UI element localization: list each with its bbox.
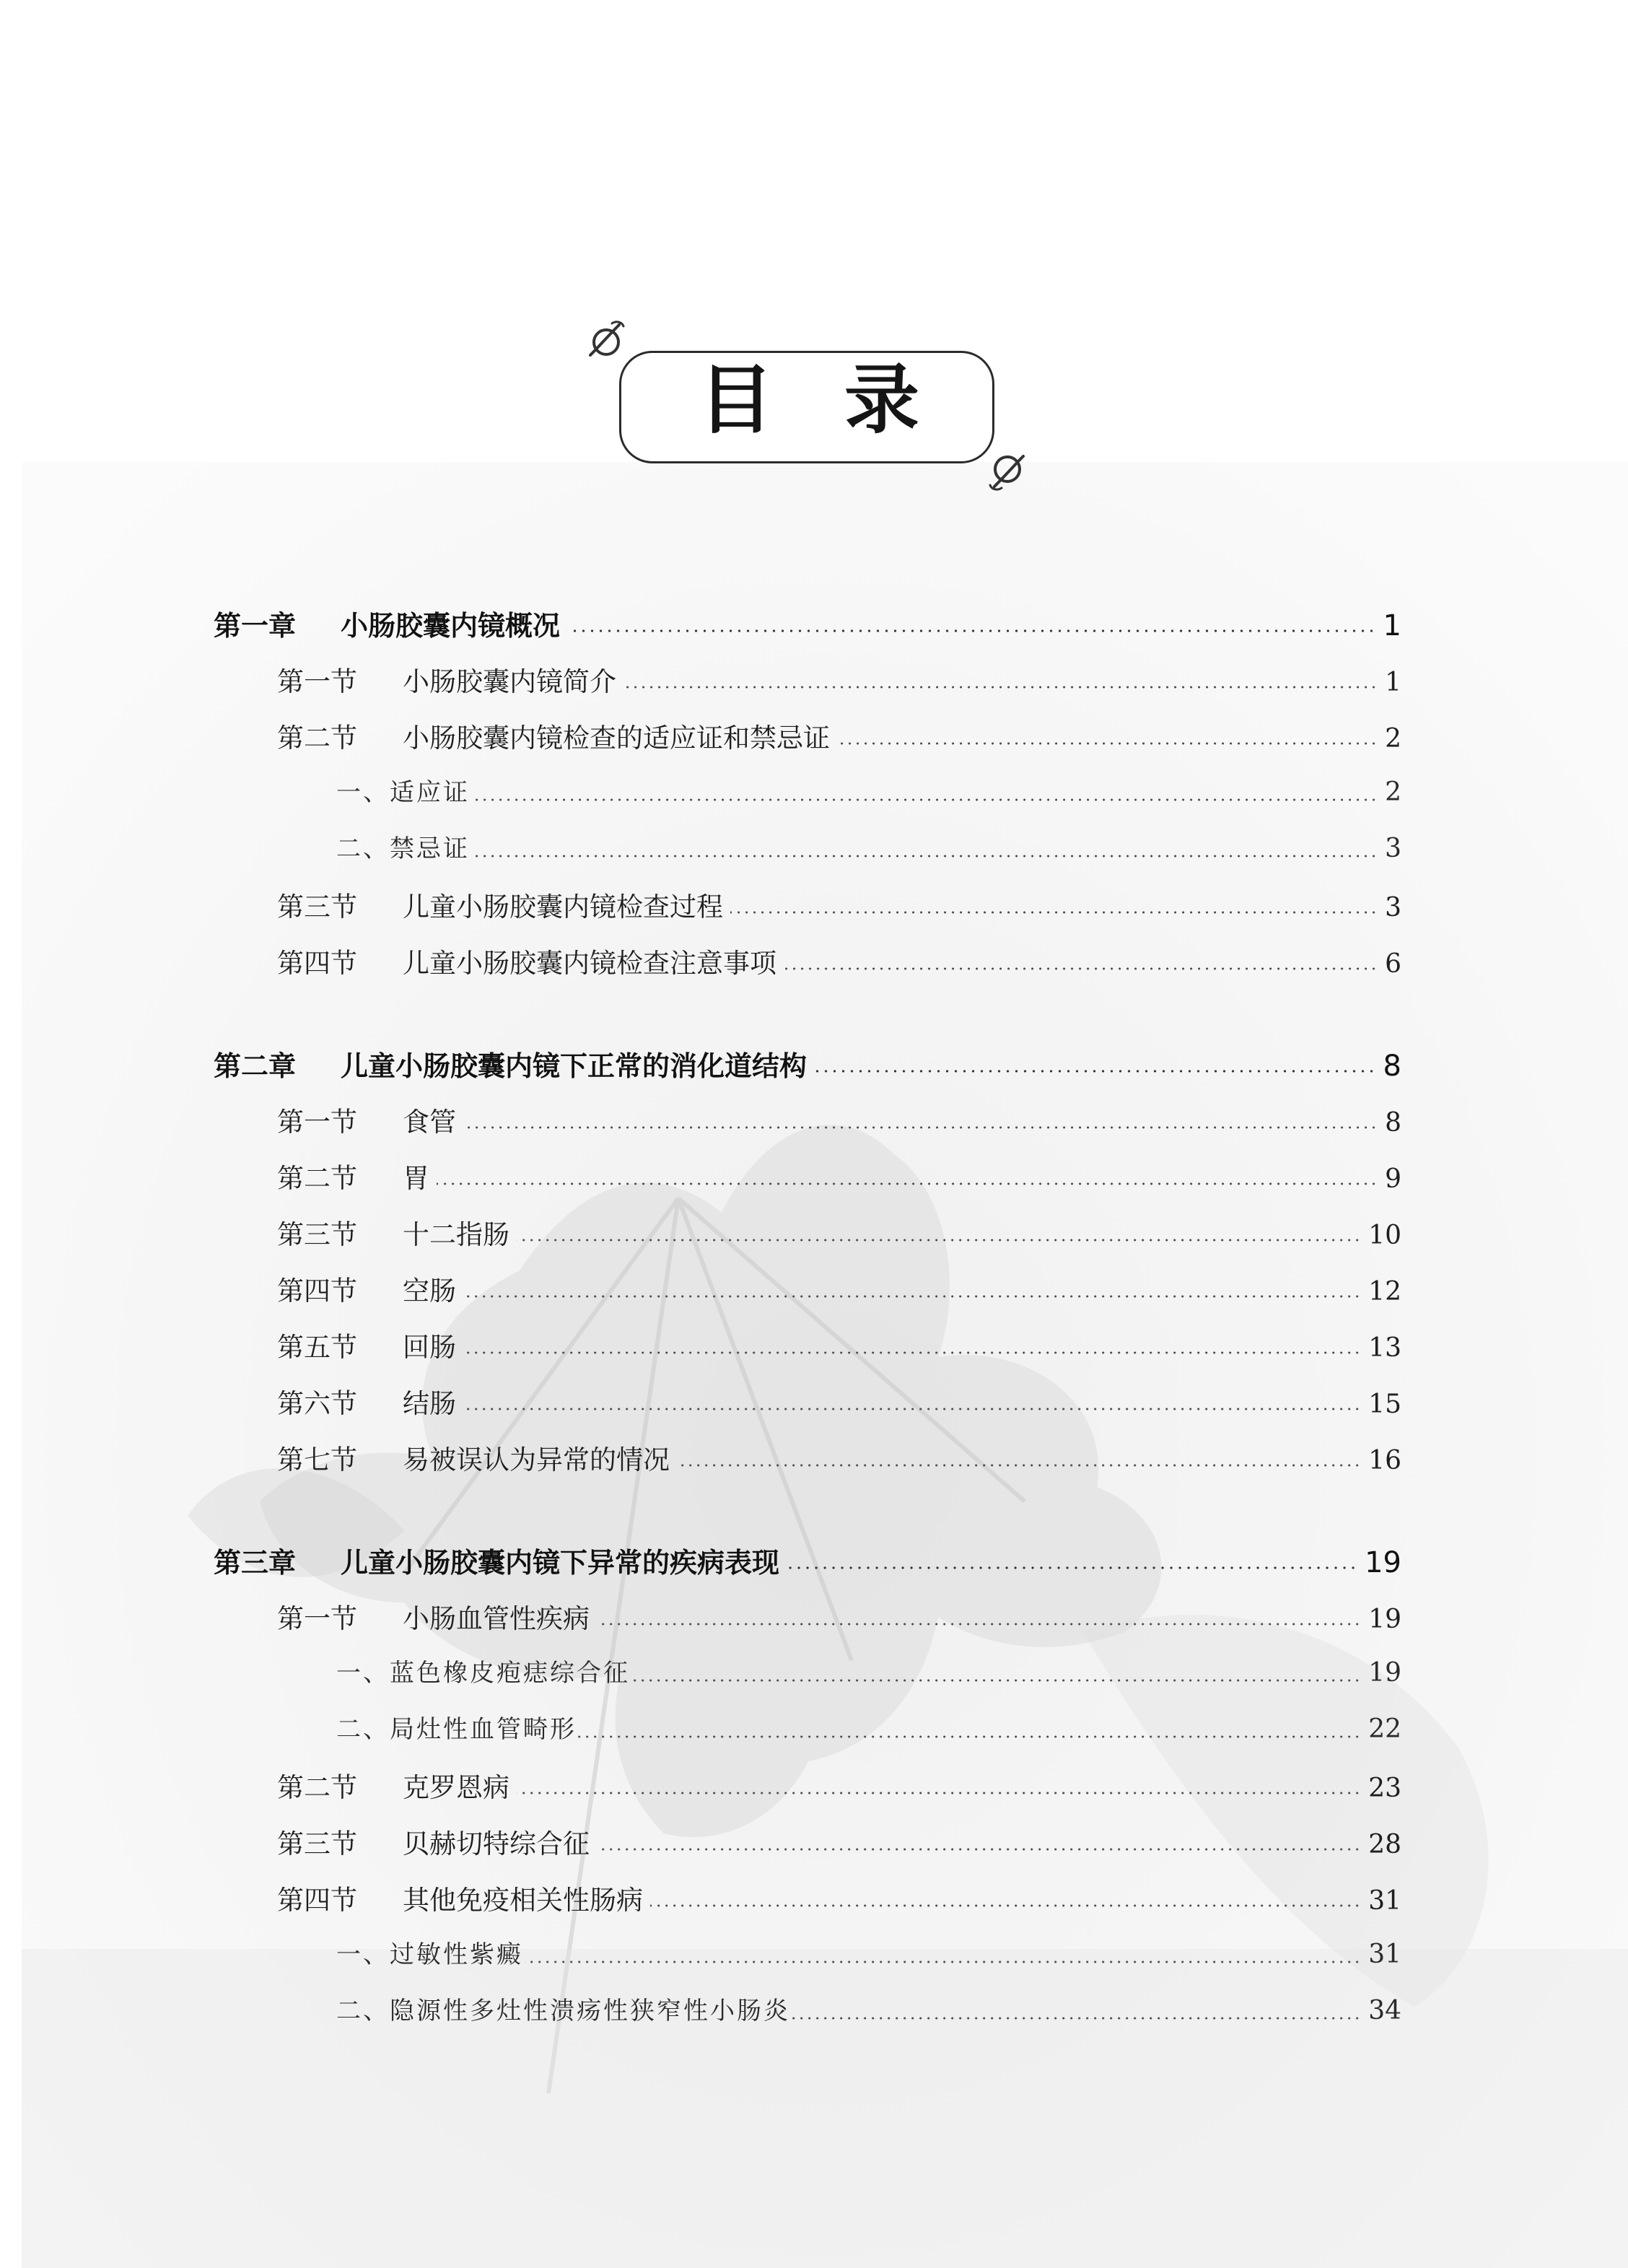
- section-title: 易被误认为异常的情况: [403, 1444, 670, 1475]
- section-title: 胃: [403, 1163, 429, 1194]
- toc-entry-section[interactable]: [277, 716, 1401, 759]
- toc-entry-section[interactable]: [277, 1438, 1401, 1481]
- subitem-title: 一、过敏性紫癜: [336, 1940, 523, 1969]
- dot-leader: [837, 742, 1378, 745]
- dot-leader: [814, 1070, 1376, 1073]
- page-number: 1: [1385, 668, 1401, 697]
- subitem-title: 一、适应证: [336, 778, 470, 807]
- section-number: 第三节: [277, 1828, 357, 1859]
- page-number: 8: [1383, 1050, 1401, 1083]
- toc-entry-subitem[interactable]: [336, 1653, 1401, 1696]
- section-number: 第四节: [277, 948, 357, 979]
- section-title: 儿童小肠胶囊内镜检查注意事项: [403, 948, 776, 979]
- section-title: 儿童小肠胶囊内镜检查过程: [403, 891, 723, 923]
- section-title: 其他免疫相关性肠病: [403, 1885, 643, 1916]
- subitem-title: 二、禁忌证: [336, 834, 470, 863]
- toc-entry-chapter[interactable]: [214, 1540, 1401, 1584]
- dot-leader: [463, 1408, 1361, 1410]
- toc-entry-subitem[interactable]: [336, 1935, 1401, 1978]
- toc-entry-section[interactable]: [277, 660, 1401, 703]
- section-number: 第一节: [277, 666, 357, 697]
- section-title: 小肠胶囊内镜检查的适应证和禁忌证: [403, 723, 830, 754]
- dot-leader: [730, 911, 1378, 914]
- section-number: 第六节: [277, 1388, 357, 1419]
- page-number: 22: [1368, 1714, 1401, 1744]
- chapter-number: 第二章: [214, 1050, 297, 1082]
- section-title: 小肠血管性疾病: [403, 1603, 590, 1634]
- dot-leader: [578, 1735, 1361, 1738]
- page-number: 23: [1368, 1774, 1401, 1803]
- toc-entry-chapter[interactable]: [214, 603, 1401, 647]
- toc-entry-section[interactable]: [277, 1213, 1401, 1256]
- section-title: 克罗恩病: [403, 1772, 509, 1803]
- toc-entry-section[interactable]: [277, 1766, 1401, 1809]
- section-number: 第四节: [277, 1275, 357, 1307]
- toc-entry-section[interactable]: [277, 941, 1401, 985]
- toc-title-char-1: 目: [699, 355, 774, 444]
- page-number: 3: [1385, 893, 1401, 923]
- chapter-title: 儿童小肠胶囊内镜下异常的疾病表现: [341, 1547, 780, 1579]
- toc-title-char-2: 录: [844, 355, 920, 444]
- page-number: 28: [1368, 1830, 1401, 1859]
- dot-leader: [463, 1295, 1361, 1298]
- page-number: 19: [1368, 1658, 1401, 1688]
- dot-leader: [525, 1960, 1361, 1963]
- toc-entry-subitem[interactable]: [336, 1709, 1401, 1753]
- dot-leader: [597, 1848, 1361, 1851]
- section-number: 第一节: [277, 1603, 357, 1634]
- section-number: 第二节: [277, 1163, 357, 1194]
- page-number: 19: [1365, 1546, 1401, 1579]
- toc-entry-section[interactable]: [277, 1597, 1401, 1640]
- toc-entry-subitem[interactable]: [336, 772, 1401, 816]
- toc-entry-subitem[interactable]: [336, 829, 1401, 872]
- page-number: 2: [1385, 724, 1401, 754]
- dot-leader: [517, 1792, 1361, 1794]
- page-number: 31: [1368, 1940, 1401, 1969]
- chapter-number: 第一章: [214, 610, 297, 642]
- section-number: 第三节: [277, 1219, 357, 1250]
- toc-entry-section[interactable]: [277, 1325, 1401, 1369]
- toc-entry-section[interactable]: [277, 1156, 1401, 1200]
- toc-entry-section[interactable]: [277, 1822, 1401, 1865]
- section-number: 第二节: [277, 1772, 357, 1803]
- dot-leader: [463, 1351, 1361, 1354]
- subitem-title: 二、隐源性多灶性溃疡性狭窄性小肠炎: [336, 1997, 790, 2025]
- page-number: 31: [1368, 1886, 1401, 1916]
- dot-leader: [567, 629, 1376, 632]
- page-number: 3: [1385, 834, 1401, 863]
- chapter-number: 第三章: [214, 1547, 297, 1579]
- toc-entry-chapter[interactable]: [214, 1044, 1401, 1087]
- dot-leader: [437, 1182, 1378, 1185]
- page-number: 10: [1368, 1221, 1401, 1250]
- subitem-title: 二、局灶性血管畸形: [336, 1715, 577, 1744]
- toc-entry-section[interactable]: [277, 1878, 1401, 1922]
- page-number: 19: [1368, 1605, 1401, 1634]
- dot-leader: [463, 1126, 1378, 1129]
- dot-leader: [677, 1464, 1361, 1467]
- dot-leader: [650, 1904, 1361, 1907]
- chapter-title: 小肠胶囊内镜概况: [341, 610, 561, 642]
- dot-leader: [471, 798, 1378, 801]
- page-number: 15: [1368, 1390, 1401, 1419]
- section-title: 贝赫切特综合征: [403, 1828, 590, 1859]
- section-number: 第四节: [277, 1885, 357, 1916]
- section-title: 结肠: [403, 1388, 456, 1419]
- section-number: 第二节: [277, 723, 357, 754]
- page-number: 1: [1383, 609, 1401, 642]
- dot-leader: [787, 1566, 1357, 1569]
- page-number: 6: [1385, 949, 1401, 979]
- page-number: 13: [1368, 1333, 1401, 1363]
- page-number: 34: [1368, 1996, 1401, 2025]
- page-number: 9: [1385, 1164, 1401, 1194]
- dot-leader: [517, 1239, 1361, 1242]
- section-number: 第一节: [277, 1107, 357, 1138]
- section-title: 空肠: [403, 1275, 456, 1307]
- section-title: 十二指肠: [403, 1219, 509, 1250]
- section-number: 第三节: [277, 891, 357, 923]
- dot-leader: [784, 967, 1378, 970]
- page-number: 16: [1368, 1446, 1401, 1475]
- dot-leader: [792, 2017, 1361, 2020]
- toc-entry-subitem[interactable]: [336, 1991, 1401, 2034]
- page-number: 12: [1368, 1277, 1401, 1307]
- dot-leader: [471, 855, 1378, 858]
- toc-entry-section[interactable]: [277, 1269, 1401, 1312]
- section-title: 食管: [403, 1107, 456, 1138]
- chapter-title: 儿童小肠胶囊内镜下正常的消化道结构: [341, 1050, 808, 1082]
- page-number: 2: [1385, 777, 1401, 807]
- dot-leader: [623, 686, 1378, 689]
- page-number: 8: [1385, 1108, 1401, 1138]
- dot-leader: [631, 1679, 1361, 1682]
- toc-entry-section[interactable]: [277, 885, 1401, 928]
- toc-entry-section[interactable]: [277, 1100, 1401, 1143]
- section-title: 小肠胶囊内镜简介: [403, 666, 616, 697]
- section-number: 第七节: [277, 1444, 357, 1475]
- dot-leader: [597, 1623, 1361, 1626]
- section-number: 第五节: [277, 1332, 357, 1363]
- section-title: 回肠: [403, 1332, 456, 1363]
- toc-entry-section[interactable]: [277, 1382, 1401, 1425]
- subitem-title: 一、蓝色橡皮疱痣综合征: [336, 1659, 630, 1688]
